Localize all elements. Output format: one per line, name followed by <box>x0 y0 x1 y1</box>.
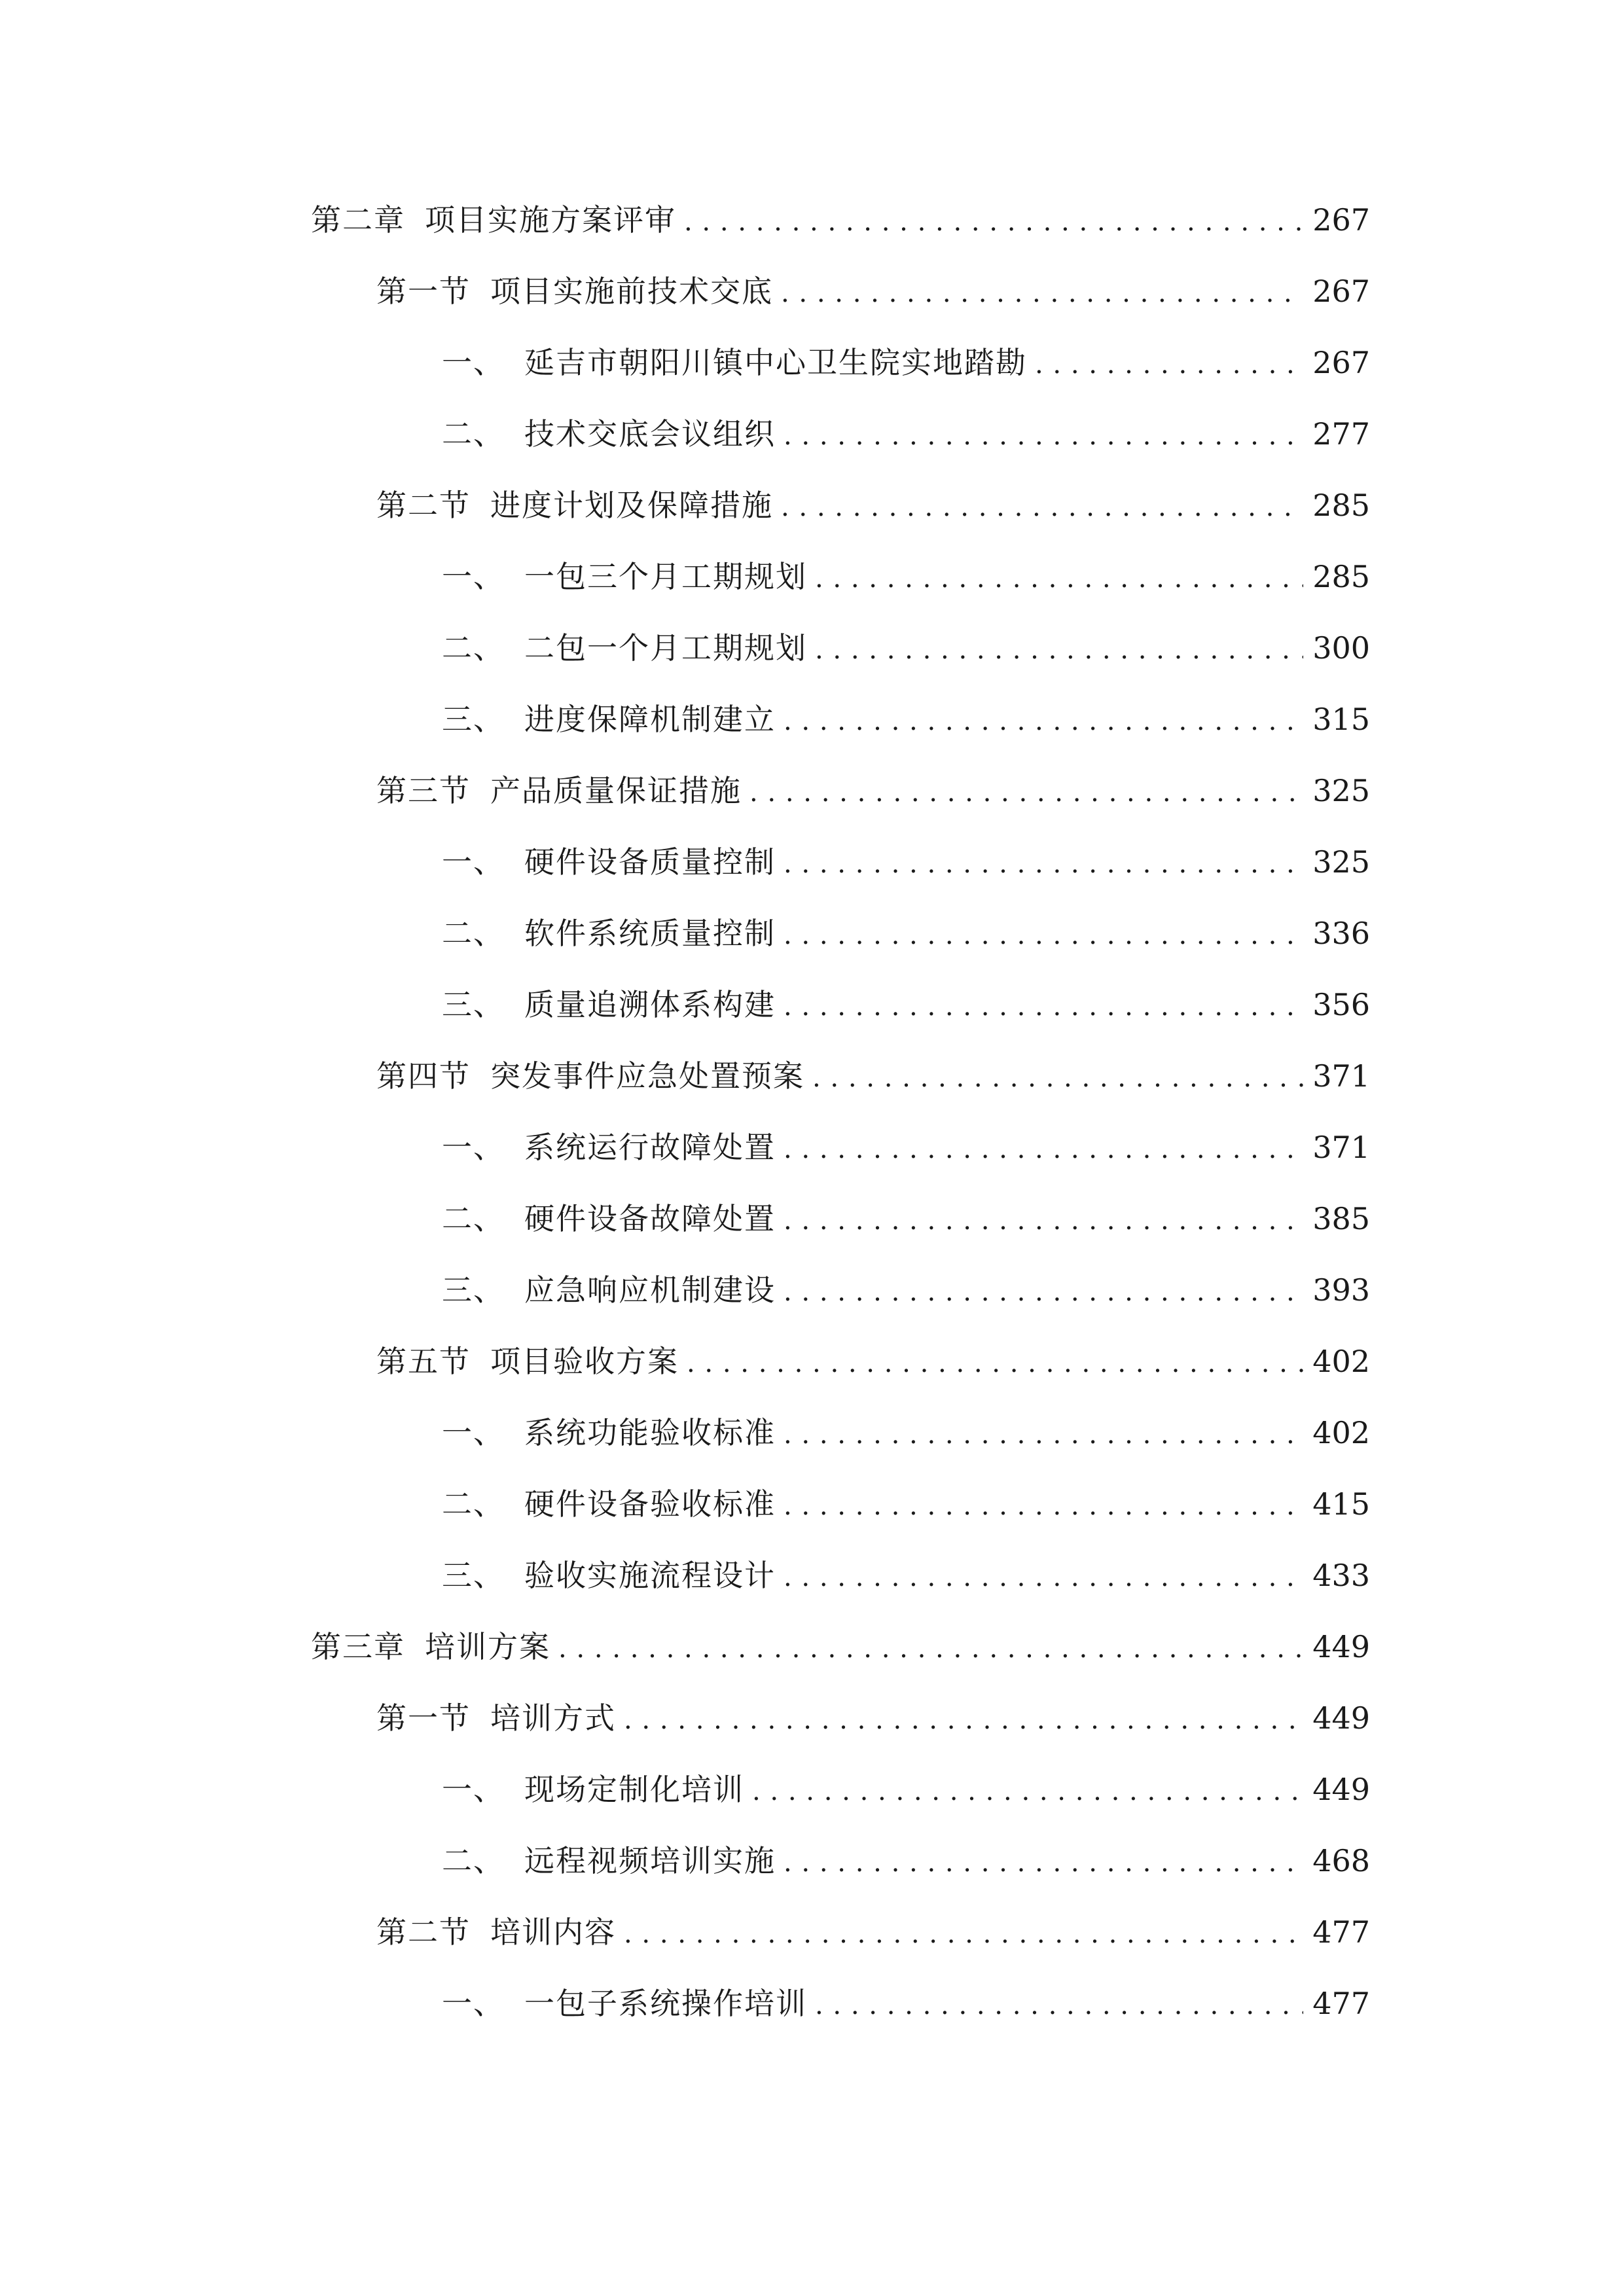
toc-page-number: 402 <box>1312 1344 1370 1379</box>
toc-page-number: 325 <box>1312 773 1370 808</box>
toc-entry-number: 二、 <box>442 1486 505 1522</box>
toc-entry-text: 培训方案 <box>425 1629 550 1664</box>
toc-entry-title <box>442 1121 776 1174</box>
toc-entry-number: 三、 <box>442 702 505 737</box>
toc-page-number: 393 <box>1312 1272 1370 1308</box>
toc-entry[interactable] <box>442 622 1370 674</box>
toc-page-number: 267 <box>1312 345 1370 380</box>
toc-page-number: 402 <box>1312 1415 1370 1450</box>
toc-entry-title <box>442 622 807 674</box>
toc-entry-title <box>376 1906 616 1958</box>
toc-entry-text: 硬件设备故障处置 <box>524 1201 776 1236</box>
toc-leader-dots <box>815 550 1303 603</box>
toc-entry-number: 第二章 <box>311 202 405 238</box>
toc-leader-dots <box>784 1835 1303 1887</box>
toc-page-number: 267 <box>1312 274 1370 309</box>
toc-leader-dots <box>784 907 1303 960</box>
toc-entry-title <box>442 907 776 960</box>
toc-entry[interactable] <box>311 1621 1370 1673</box>
toc-entry-title <box>442 1763 744 1816</box>
toc-entry-number: 二、 <box>442 1201 505 1236</box>
toc-entry-number: 一、 <box>442 1986 505 2021</box>
toc-entry[interactable] <box>376 265 1370 317</box>
toc-entry-title <box>442 693 776 745</box>
toc-entry-title <box>442 1549 776 1602</box>
toc-page-number: 371 <box>1312 1058 1370 1094</box>
toc-entry[interactable] <box>376 479 1370 531</box>
toc-entry-number: 一、 <box>442 1415 505 1450</box>
toc-leader-dots <box>784 836 1303 888</box>
toc-page-number: 285 <box>1312 559 1370 594</box>
toc-entry-text: 产品质量保证措施 <box>490 773 742 808</box>
toc-entry[interactable] <box>442 1264 1370 1316</box>
toc-entry[interactable] <box>376 1050 1370 1102</box>
toc-entry-number: 三、 <box>442 1558 505 1593</box>
toc-page-number: 385 <box>1312 1201 1370 1236</box>
toc-entry-text: 一包三个月工期规划 <box>524 559 807 594</box>
toc-entry-title <box>311 194 676 246</box>
toc-entry-number: 一、 <box>442 559 505 594</box>
toc-leader-dots <box>624 1906 1303 1958</box>
toc-entry-text: 培训内容 <box>490 1914 616 1950</box>
toc-entry-number: 第一节 <box>376 1700 471 1736</box>
toc-entry-number: 一、 <box>442 345 505 380</box>
toc-page-number: 415 <box>1312 1486 1370 1522</box>
toc-entry-text: 项目验收方案 <box>490 1344 679 1379</box>
toc-entry-number: 一、 <box>442 844 505 880</box>
toc-entry-text: 现场定制化培训 <box>524 1772 744 1807</box>
toc-entry-title <box>442 1835 776 1887</box>
toc-leader-dots <box>784 1264 1303 1316</box>
toc-entry-text: 突发事件应急处置预案 <box>490 1058 804 1094</box>
toc-entry-text: 培训方式 <box>490 1700 616 1736</box>
toc-entry-number: 二、 <box>442 630 505 666</box>
toc-entry-title <box>442 1478 776 1530</box>
toc-entry-number: 第一节 <box>376 274 471 309</box>
toc-entry-title <box>376 1692 616 1744</box>
toc-entry-number: 第四节 <box>376 1058 471 1094</box>
toc-page-number: 325 <box>1312 844 1370 880</box>
toc-entry[interactable] <box>442 1407 1370 1459</box>
toc-leader-dots <box>784 1549 1303 1602</box>
toc-entry-title <box>442 1193 776 1245</box>
toc-page-number: 449 <box>1312 1700 1370 1736</box>
toc-entry-number: 二、 <box>442 1843 505 1878</box>
toc-leader-dots <box>812 1050 1303 1102</box>
toc-entry-title <box>442 1264 776 1316</box>
toc-leader-dots <box>558 1621 1303 1673</box>
toc-entry-title <box>311 1621 550 1673</box>
toc-entry-number: 一、 <box>442 1772 505 1807</box>
toc-entry-text: 延吉市朝阳川镇中心卫生院实地踏勘 <box>524 345 1027 380</box>
toc-page-number: 315 <box>1312 702 1370 737</box>
toc-entry-number: 第二节 <box>376 488 471 523</box>
toc-entry-number: 第三章 <box>311 1629 405 1664</box>
toc-leader-dots <box>752 1763 1303 1816</box>
toc-page-number: 449 <box>1312 1629 1370 1664</box>
toc-page-number: 300 <box>1312 630 1370 666</box>
toc-entry-text: 验收实施流程设计 <box>524 1558 776 1593</box>
toc-entry[interactable] <box>311 194 1370 246</box>
toc-leader-dots <box>784 1407 1303 1459</box>
toc-entry-number: 二、 <box>442 416 505 452</box>
toc-leader-dots <box>784 1121 1303 1174</box>
toc-entry-title <box>442 836 776 888</box>
toc-entry-text: 二包一个月工期规划 <box>524 630 807 666</box>
toc-entry[interactable] <box>442 336 1370 389</box>
toc-entry-title <box>442 336 1027 389</box>
toc-entry[interactable] <box>442 907 1370 960</box>
toc-entry-text: 远程视频培训实施 <box>524 1843 776 1878</box>
toc-leader-dots <box>784 1193 1303 1245</box>
toc-entry[interactable] <box>442 1193 1370 1245</box>
toc-leader-dots <box>784 408 1303 460</box>
toc-entry-title <box>376 265 773 317</box>
toc-leader-dots <box>684 194 1303 246</box>
toc-entry-text: 系统功能验收标准 <box>524 1415 776 1450</box>
toc-page-number: 277 <box>1312 416 1370 452</box>
toc-entry-text: 应急响应机制建设 <box>524 1272 776 1308</box>
toc-entry-number: 第五节 <box>376 1344 471 1379</box>
toc-leader-dots <box>624 1692 1303 1744</box>
toc-entry-title <box>442 978 776 1031</box>
toc-entry[interactable] <box>442 1977 1370 2030</box>
toc-leader-dots <box>781 479 1303 531</box>
toc-page-number: 336 <box>1312 916 1370 951</box>
toc-leader-dots <box>1035 336 1303 389</box>
toc-entry-title <box>376 1050 804 1102</box>
toc-entry-text: 一包子系统操作培训 <box>524 1986 807 2021</box>
toc-entry[interactable] <box>442 1763 1370 1816</box>
toc-leader-dots <box>784 693 1303 745</box>
toc-entry[interactable] <box>442 1478 1370 1530</box>
toc-entry[interactable] <box>376 1906 1370 1958</box>
toc-entry-number: 三、 <box>442 1272 505 1308</box>
toc-page-number: 468 <box>1312 1843 1370 1878</box>
toc-entry[interactable] <box>442 1835 1370 1887</box>
toc-entry[interactable] <box>442 550 1370 603</box>
toc-entry[interactable] <box>376 1692 1370 1744</box>
toc-entry[interactable] <box>442 1121 1370 1174</box>
toc-entry-text: 进度计划及保障措施 <box>490 488 773 523</box>
toc-entry-title <box>442 1977 807 2030</box>
toc-entry-number: 三、 <box>442 987 505 1022</box>
toc-page-number: 267 <box>1312 202 1370 238</box>
toc-entry[interactable] <box>442 978 1370 1031</box>
toc-entry-number: 第三节 <box>376 773 471 808</box>
toc-page-number: 285 <box>1312 488 1370 523</box>
toc-page-number: 433 <box>1312 1558 1370 1593</box>
toc-leader-dots <box>815 1977 1303 2030</box>
toc-entry-text: 技术交底会议组织 <box>524 416 776 452</box>
toc-entry-title <box>376 764 742 817</box>
toc-entry[interactable] <box>376 1335 1370 1388</box>
toc-entry[interactable] <box>442 1549 1370 1602</box>
toc-entry[interactable] <box>442 693 1370 745</box>
toc-entry-title <box>376 1335 679 1388</box>
toc-page-number: 371 <box>1312 1130 1370 1165</box>
toc-leader-dots <box>815 622 1303 674</box>
toc-entry-text: 项目实施方案评审 <box>425 202 676 238</box>
toc-entry-number: 一、 <box>442 1130 505 1165</box>
toc-entry-title <box>376 479 773 531</box>
toc-page-number: 356 <box>1312 987 1370 1022</box>
toc-entry[interactable] <box>376 764 1370 817</box>
toc-entry-text: 软件系统质量控制 <box>524 916 776 951</box>
toc-leader-dots <box>784 1478 1303 1530</box>
toc-entry-text: 硬件设备验收标准 <box>524 1486 776 1522</box>
toc-entry-text: 项目实施前技术交底 <box>490 274 773 309</box>
toc-entry-number: 第二节 <box>376 1914 471 1950</box>
toc-leader-dots <box>687 1335 1303 1388</box>
toc-entry-title <box>442 408 776 460</box>
toc-entry-title <box>442 1407 776 1459</box>
toc-entry-text: 质量追溯体系构建 <box>524 987 776 1022</box>
toc-entry-number: 二、 <box>442 916 505 951</box>
toc-page-number: 477 <box>1312 1986 1370 2021</box>
toc-entry-text: 进度保障机制建立 <box>524 702 776 737</box>
toc-entry[interactable] <box>442 408 1370 460</box>
toc-page-number: 477 <box>1312 1914 1370 1950</box>
toc-entry-title <box>442 550 807 603</box>
toc-leader-dots <box>781 265 1303 317</box>
toc-entry[interactable] <box>442 836 1370 888</box>
toc-entry-text: 系统运行故障处置 <box>524 1130 776 1165</box>
toc-page-number: 449 <box>1312 1772 1370 1807</box>
toc-leader-dots <box>784 978 1303 1031</box>
toc-leader-dots <box>749 764 1303 817</box>
toc-entry-text: 硬件设备质量控制 <box>524 844 776 880</box>
